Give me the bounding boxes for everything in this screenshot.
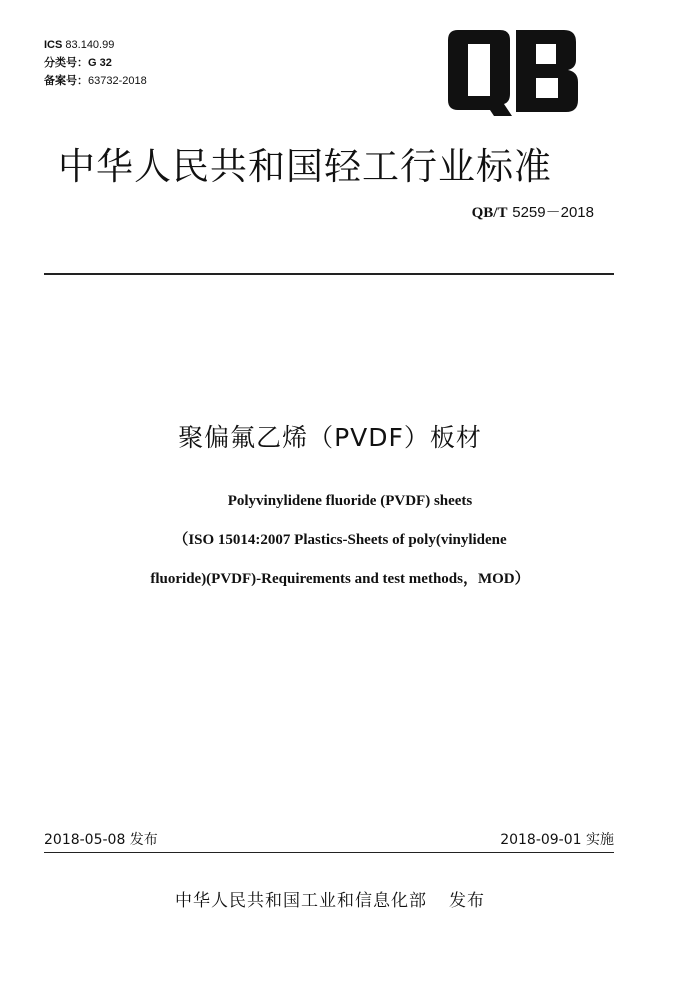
iso-reference-line-2: fluoride)(PVDF)-Requirements and test methods，MOD）	[150, 571, 530, 587]
classification-label: 分类号：	[44, 57, 88, 69]
document-title-english: Polyvinylidene fluoride (PVDF) sheets	[227, 493, 473, 509]
standard-year: 5259－2018	[512, 204, 594, 221]
classification-value: G 32	[88, 57, 112, 69]
record-label: 备案号：	[44, 75, 88, 87]
standard-number	[472, 201, 594, 222]
qb-logo	[446, 30, 580, 126]
publisher-line	[0, 886, 660, 911]
classification-row	[44, 54, 147, 72]
qb-logo-b	[516, 30, 578, 112]
standard-category-title: 中华人民共和国轻工行业标准	[58, 145, 552, 188]
document-metadata	[44, 36, 147, 90]
footer-divider	[44, 852, 614, 853]
standard-code: QB/T	[471, 205, 508, 221]
ics-value: 83.140.99	[65, 39, 115, 51]
issue-date: 2018-05-08 发布	[44, 832, 158, 848]
qb-logo-q	[448, 30, 512, 116]
publisher-action: 发布	[449, 891, 485, 911]
document-title-chinese: 聚偏氟乙烯（PVDF）板材	[178, 423, 482, 452]
iso-reference-line-1: （ISO 15014:2007 Plastics-Sheets of poly(vinylidene	[173, 532, 507, 548]
header-divider	[44, 273, 614, 275]
record-value: 63732-2018	[88, 75, 147, 87]
implementation-date: 2018-09-01 实施	[500, 832, 614, 848]
ics-row	[44, 36, 147, 54]
publisher-name: 中华人民共和国工业和信息化部	[175, 891, 427, 911]
ics-label: ICS	[44, 39, 63, 51]
record-row	[44, 72, 147, 90]
